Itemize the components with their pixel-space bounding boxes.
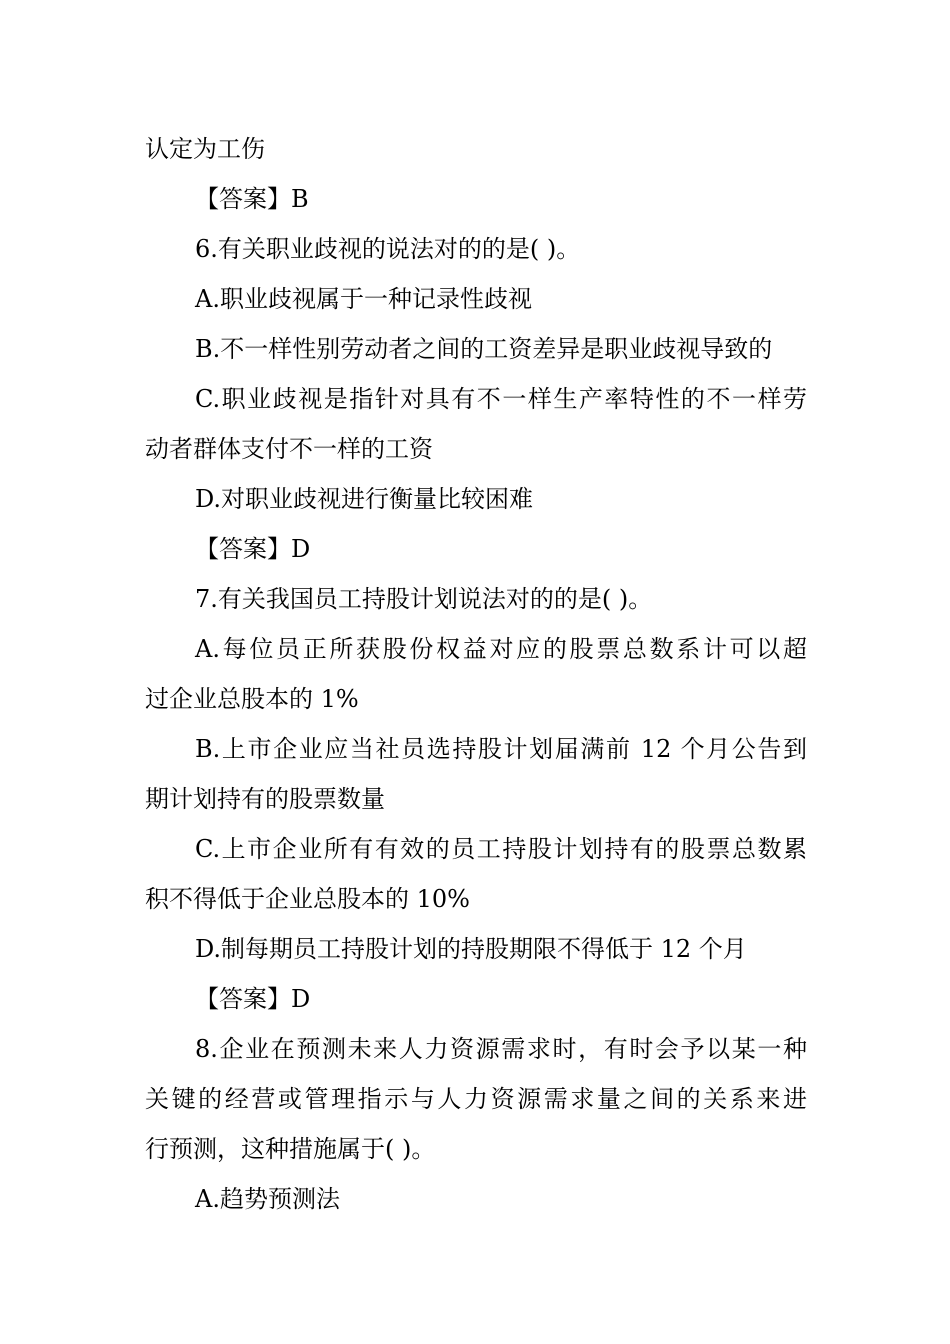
text-line: 动者群体支付不一样的工资 (145, 435, 433, 463)
text-line: 【答案】D (195, 535, 311, 563)
text-line: B.不一样性别劳动者之间的工资差异是职业歧视导致的 (195, 335, 773, 363)
text-line: 行预测，这种措施属于( )。 (145, 1135, 436, 1163)
text-line: 【答案】D (195, 985, 311, 1013)
text-line: 6.有关职业歧视的说法对的的是( )。 (195, 235, 581, 263)
text-line: 8.企业在预测未来人力资源需求时，有时会予以某一种 (195, 1035, 807, 1063)
text-line: 积不得低于企业总股本的 10% (145, 885, 470, 913)
text-line: 过企业总股本的 1% (145, 685, 359, 713)
text-line: 期计划持有的股票数量 (145, 785, 385, 813)
text-line: 关键的经营或管理指示与人力资源需求量之间的关系来进 (145, 1085, 807, 1113)
text-line: 认定为工伤 (145, 135, 265, 163)
text-line: D.对职业歧视进行衡量比较困难 (195, 485, 534, 513)
text-line: 7.有关我国员工持股计划说法对的的是( )。 (195, 585, 653, 613)
text-line: 【答案】B (195, 185, 309, 213)
text-line: C.上市企业所有有效的员工持股计划持有的股票总数累 (195, 835, 807, 863)
text-line: A.每位员正所获股份权益对应的股票总数系计可以超 (195, 635, 807, 663)
text-line: D.制每期员工持股计划的持股期限不得低于 12 个月 (195, 935, 747, 963)
text-line: B.上市企业应当社员选持股计划届满前 12 个月公告到 (195, 735, 807, 763)
document-body (145, 124, 807, 1224)
text-line: C.职业歧视是指针对具有不一样生产率特性的不一样劳 (195, 385, 807, 413)
text-line: A.职业歧视属于一种记录性歧视 (195, 285, 532, 313)
text-line: A.趋势预测法 (195, 1185, 340, 1213)
